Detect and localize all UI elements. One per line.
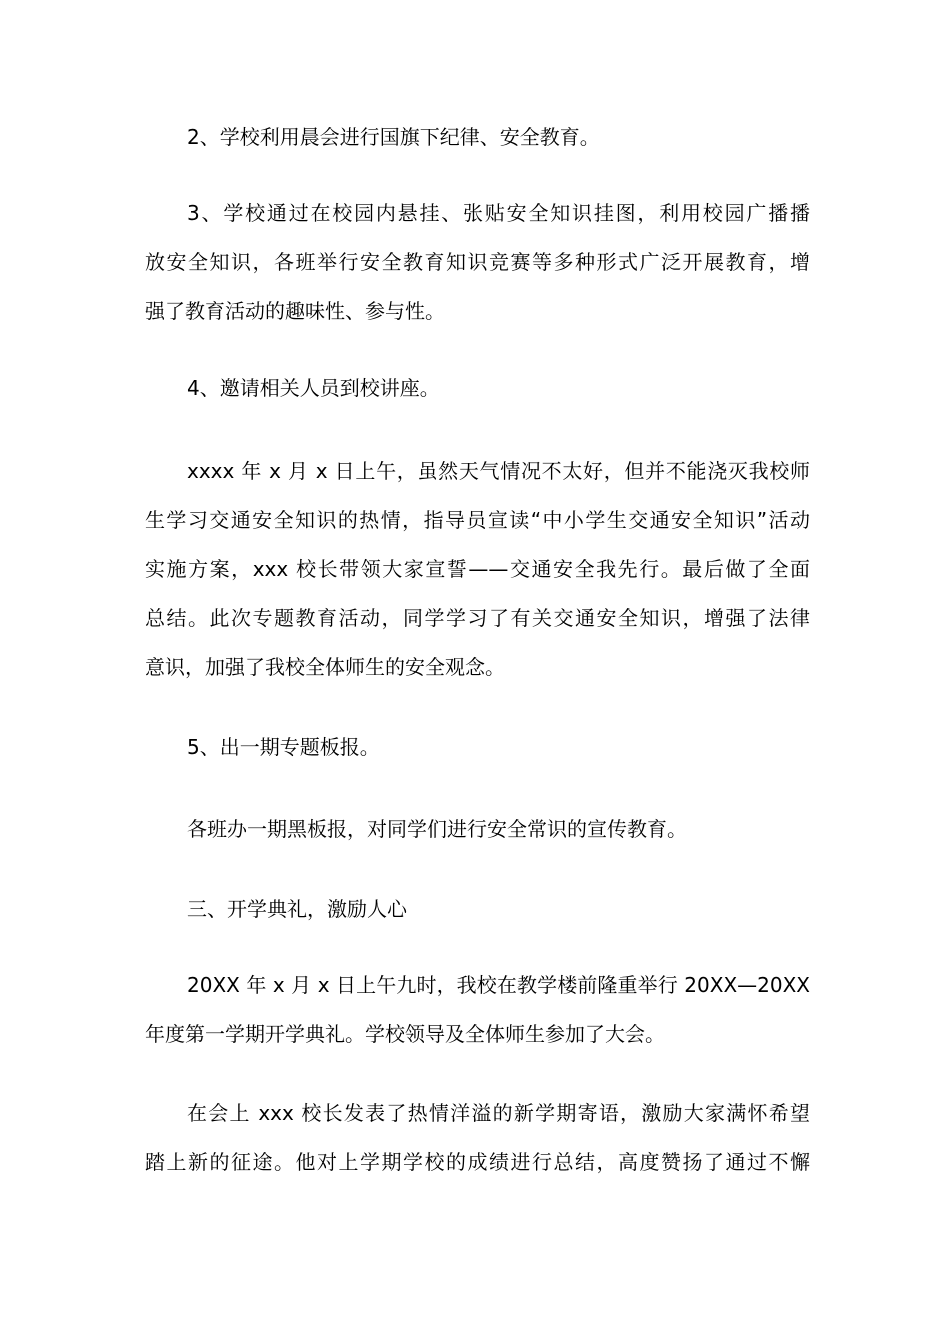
text-line: 各班办一期黑板报，对同学们进行安全常识的宣传教育。 <box>187 817 687 841</box>
text-line: 总结。此次专题教育活动，同学学习了有关交通安全知识，增强了法律 <box>145 606 810 630</box>
text-line: 在会上 xxx 校长发表了热情洋溢的新学期寄语，激励大家满怀希望 <box>187 1101 810 1125</box>
text-line: 意识，加强了我校全体师生的安全观念。 <box>145 655 505 679</box>
text-line: 生学习交通安全知识的热情，指导员宣读“中小学生交通安全知识”活动 <box>145 508 810 532</box>
text-line: 20XX 年 x 月 x 日上午九时，我校在教学楼前隆重举行 20XX—20XX <box>187 973 810 997</box>
text-line: 3、学校通过在校园内悬挂、张贴安全知识挂图，利用校园广播播 <box>187 201 810 225</box>
text-line: 5、出一期专题板报。 <box>187 735 380 759</box>
paragraph-campus-posters <box>145 189 810 336</box>
section-heading-opening-ceremony <box>145 885 810 934</box>
paragraph-ceremony-details <box>145 961 810 1059</box>
text-line: 三、开学典礼，激励人心 <box>187 897 407 921</box>
paragraph-blackboard-classes <box>145 805 810 854</box>
paragraph-traffic-safety-event <box>145 447 810 692</box>
paragraph-morning-assembly <box>145 113 810 162</box>
text-line: 实施方案，xxx 校长带领大家宣誓——交通安全我先行。最后做了全面 <box>145 557 810 581</box>
paragraph-blackboard-special <box>145 723 810 772</box>
text-line: 年度第一学期开学典礼。学校领导及全体师生参加了大会。 <box>145 1022 665 1046</box>
paragraph-principal-speech <box>145 1089 810 1187</box>
text-line: 2、学校利用晨会进行国旗下纪律、安全教育。 <box>187 125 600 149</box>
text-line: 放安全知识，各班举行安全教育知识竞赛等多种形式广泛开展教育，增 <box>145 250 810 274</box>
text-line: xxxx 年 x 月 x 日上午，虽然天气情况不太好，但并不能浇灭我校师 <box>187 459 810 483</box>
text-line: 4、邀请相关人员到校讲座。 <box>187 376 440 400</box>
text-line: 踏上新的征途。他对上学期学校的成绩进行总结，高度赞扬了通过不懈 <box>145 1150 810 1174</box>
paragraph-invite-lecture <box>145 364 810 413</box>
text-line: 强了教育活动的趣味性、参与性。 <box>145 299 445 323</box>
